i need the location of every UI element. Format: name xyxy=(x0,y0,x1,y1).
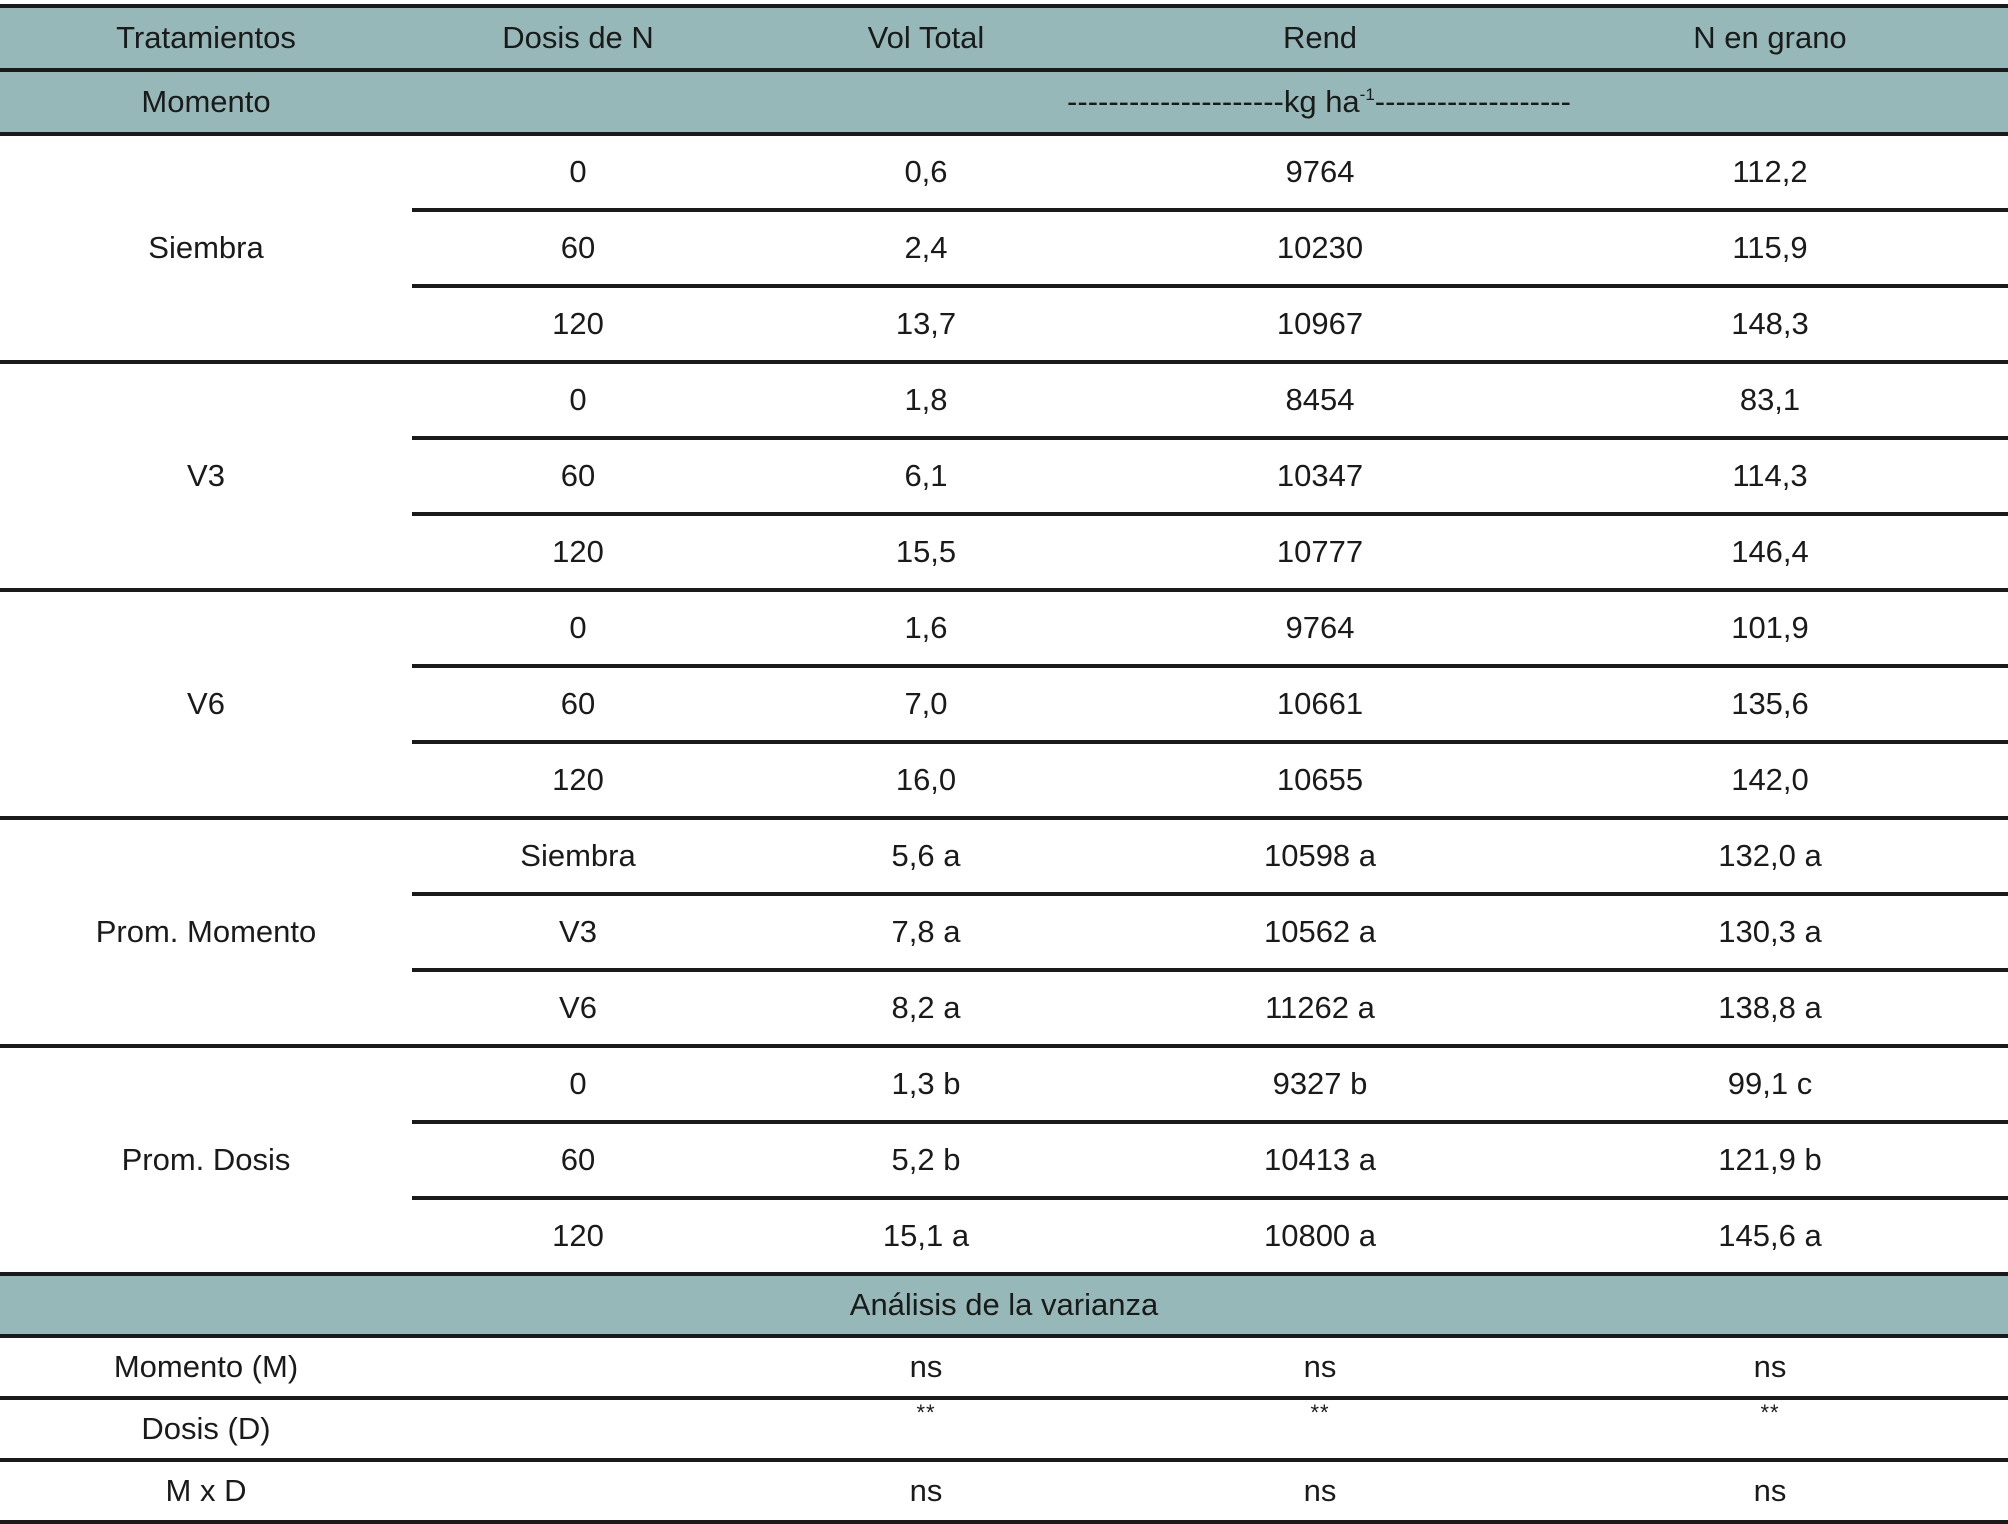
header-n-grano: N en grano xyxy=(1532,6,2008,70)
table-row xyxy=(0,362,2008,438)
cell-vol: 7,8 a xyxy=(744,894,1108,970)
cell-rend: 9764 xyxy=(1108,590,1532,666)
group-label: Prom. Dosis xyxy=(0,1046,412,1274)
header-row xyxy=(0,6,2008,70)
anova-vol: ns xyxy=(744,1336,1108,1398)
results-table xyxy=(0,4,2008,1524)
cell-rend: 8454 xyxy=(1108,362,1532,438)
cell-ngrano: 115,9 xyxy=(1532,210,2008,286)
cell-dosis: 0 xyxy=(412,590,744,666)
cell-ngrano: 112,2 xyxy=(1532,134,2008,210)
cell-ngrano: 101,9 xyxy=(1532,590,2008,666)
anova-ngrano: ns xyxy=(1532,1460,2008,1522)
header-vol-total: Vol Total xyxy=(744,6,1108,70)
cell-rend: 10655 xyxy=(1108,742,1532,818)
anova-title-row xyxy=(0,1274,2008,1336)
table-row xyxy=(0,590,2008,666)
anova-rows xyxy=(0,1336,2008,1522)
cell-dosis: 60 xyxy=(412,666,744,742)
cell-vol: 7,0 xyxy=(744,666,1108,742)
units-prefix: ---------------------kg ha xyxy=(1067,84,1360,119)
cell-dosis: V6 xyxy=(412,970,744,1046)
header-dosis: Dosis de N xyxy=(412,6,744,70)
units-row xyxy=(0,70,2008,134)
cell-dosis: 60 xyxy=(412,210,744,286)
anova-rend: ns xyxy=(1108,1460,1532,1522)
data-groups xyxy=(0,134,2008,1274)
cell-dosis: 60 xyxy=(412,1122,744,1198)
units-label xyxy=(744,70,2008,134)
cell-vol: 8,2 a xyxy=(744,970,1108,1046)
cell-vol: 1,8 xyxy=(744,362,1108,438)
group-label: V6 xyxy=(0,590,412,818)
cell-ngrano: 132,0 a xyxy=(1532,818,2008,894)
cell-ngrano: 148,3 xyxy=(1532,286,2008,362)
units-superscript: -1 xyxy=(1359,85,1375,104)
units-row-label: Momento xyxy=(0,70,412,134)
cell-ngrano: 114,3 xyxy=(1532,438,2008,514)
anova-rend: ns xyxy=(1108,1336,1532,1398)
anova-row xyxy=(0,1460,2008,1522)
cell-dosis: 120 xyxy=(412,1198,744,1274)
anova-rend: ** xyxy=(1108,1398,1532,1460)
cell-rend: 11262 a xyxy=(1108,970,1532,1046)
table-row xyxy=(0,1046,2008,1122)
cell-vol: 5,2 b xyxy=(744,1122,1108,1198)
cell-dosis: 120 xyxy=(412,742,744,818)
cell-vol: 2,4 xyxy=(744,210,1108,286)
cell-ngrano: 138,8 a xyxy=(1532,970,2008,1046)
cell-dosis: 0 xyxy=(412,134,744,210)
cell-ngrano: 130,3 a xyxy=(1532,894,2008,970)
anova-empty xyxy=(412,1460,744,1522)
cell-ngrano: 83,1 xyxy=(1532,362,2008,438)
cell-dosis: V3 xyxy=(412,894,744,970)
cell-vol: 6,1 xyxy=(744,438,1108,514)
anova-empty xyxy=(412,1336,744,1398)
cell-ngrano: 146,4 xyxy=(1532,514,2008,590)
anova-ngrano: ns xyxy=(1532,1336,2008,1398)
anova-label: Momento (M) xyxy=(0,1336,412,1398)
anova-label: Dosis (D) xyxy=(0,1398,412,1460)
cell-vol: 0,6 xyxy=(744,134,1108,210)
anova-empty xyxy=(412,1398,744,1460)
cell-ngrano: 135,6 xyxy=(1532,666,2008,742)
anova-row xyxy=(0,1336,2008,1398)
cell-vol: 13,7 xyxy=(744,286,1108,362)
table-row xyxy=(0,134,2008,210)
units-suffix: ------------------- xyxy=(1374,84,1571,119)
cell-rend: 10661 xyxy=(1108,666,1532,742)
cell-rend: 9327 b xyxy=(1108,1046,1532,1122)
cell-dosis: Siembra xyxy=(412,818,744,894)
cell-ngrano: 145,6 a xyxy=(1532,1198,2008,1274)
cell-vol: 15,5 xyxy=(744,514,1108,590)
cell-rend: 10230 xyxy=(1108,210,1532,286)
cell-vol: 1,3 b xyxy=(744,1046,1108,1122)
cell-rend: 10562 a xyxy=(1108,894,1532,970)
header-rend: Rend xyxy=(1108,6,1532,70)
cell-vol: 16,0 xyxy=(744,742,1108,818)
group-label: Siembra xyxy=(0,134,412,362)
cell-dosis: 0 xyxy=(412,362,744,438)
group-label: Prom. Momento xyxy=(0,818,412,1046)
cell-rend: 10347 xyxy=(1108,438,1532,514)
anova-vol: ns xyxy=(744,1460,1108,1522)
group-label: V3 xyxy=(0,362,412,590)
cell-rend: 9764 xyxy=(1108,134,1532,210)
cell-dosis: 0 xyxy=(412,1046,744,1122)
anova-vol: ** xyxy=(744,1398,1108,1460)
cell-rend: 10967 xyxy=(1108,286,1532,362)
cell-ngrano: 121,9 b xyxy=(1532,1122,2008,1198)
cell-vol: 1,6 xyxy=(744,590,1108,666)
cell-vol: 15,1 a xyxy=(744,1198,1108,1274)
cell-ngrano: 99,1 c xyxy=(1532,1046,2008,1122)
anova-title: Análisis de la varianza xyxy=(0,1274,2008,1336)
cell-ngrano: 142,0 xyxy=(1532,742,2008,818)
header-tratamientos: Tratamientos xyxy=(0,6,412,70)
cell-dosis: 60 xyxy=(412,438,744,514)
anova-label: M x D xyxy=(0,1460,412,1522)
cell-rend: 10413 a xyxy=(1108,1122,1532,1198)
anova-ngrano: ** xyxy=(1532,1398,2008,1460)
cell-rend: 10598 a xyxy=(1108,818,1532,894)
anova-row xyxy=(0,1398,2008,1460)
cell-rend: 10777 xyxy=(1108,514,1532,590)
table-row xyxy=(0,818,2008,894)
cell-dosis: 120 xyxy=(412,286,744,362)
cell-dosis: 120 xyxy=(412,514,744,590)
cell-vol: 5,6 a xyxy=(744,818,1108,894)
cell-rend: 10800 a xyxy=(1108,1198,1532,1274)
